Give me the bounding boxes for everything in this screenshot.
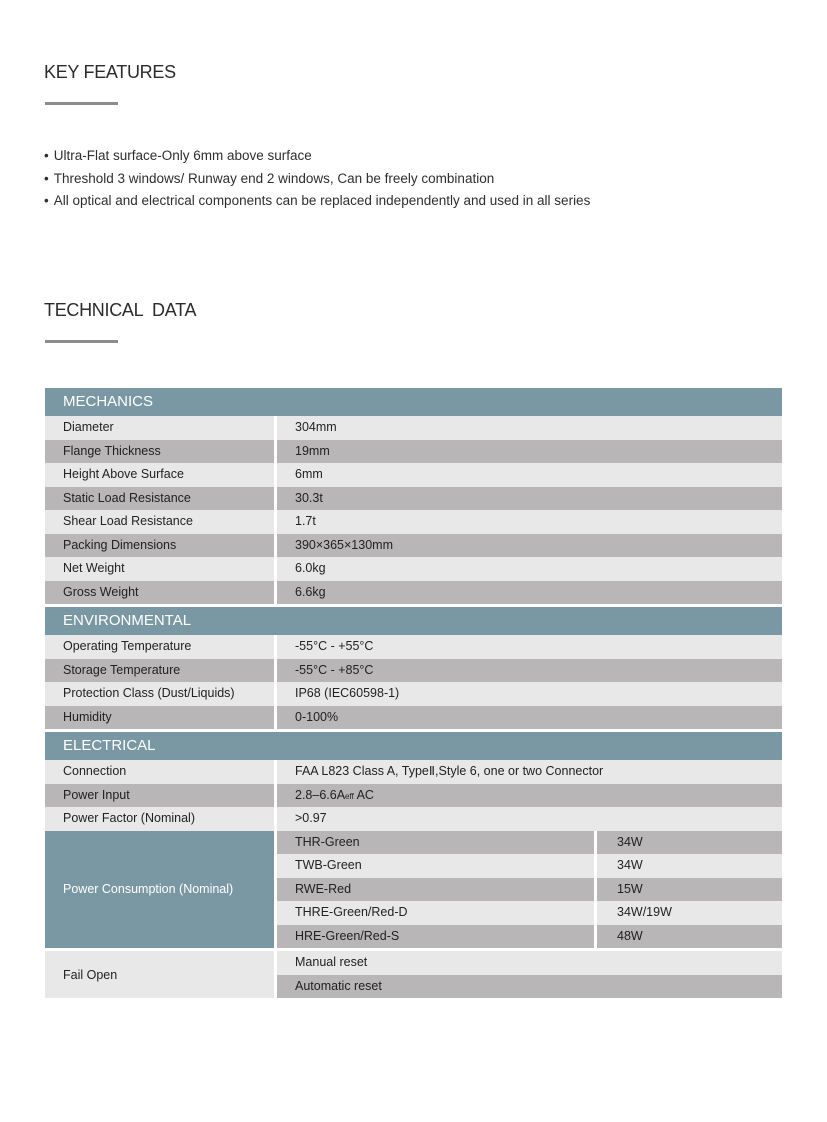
- fail-open-option: Manual reset: [277, 951, 782, 975]
- fail-open-label: Fail Open: [45, 951, 274, 998]
- table-row: [277, 925, 782, 949]
- row-label: Protection Class (Dust/Liquids): [45, 682, 274, 706]
- bullet-icon: •: [44, 193, 49, 208]
- row-value: -55°C - +55°C: [277, 635, 782, 659]
- table-row: [45, 487, 782, 511]
- table-row: [45, 581, 782, 605]
- table-row: [45, 659, 782, 683]
- power-cell: 48W: [597, 925, 782, 949]
- table-row: [277, 878, 782, 902]
- table-row: [277, 901, 782, 925]
- row-label: Shear Load Resistance: [45, 510, 274, 534]
- table-row: [45, 682, 782, 706]
- row-value: 19mm: [277, 440, 782, 464]
- row-value: 6.6kg: [277, 581, 782, 605]
- model-cell: RWE-Red: [277, 878, 594, 902]
- power-consumption-block: [45, 831, 782, 949]
- power-input-value: 2.8–6.6A: [295, 787, 346, 802]
- table-row: [45, 557, 782, 581]
- technical-data-table: [45, 388, 782, 998]
- row-value: >0.97: [277, 807, 782, 831]
- model-cell: THR-Green: [277, 831, 594, 855]
- fail-open-option: Automatic reset: [277, 975, 782, 999]
- key-features-rule: [45, 102, 118, 105]
- row-label: Net Weight: [45, 557, 274, 581]
- table-row: [277, 854, 782, 878]
- feature-text: Ultra-Flat surface-Only 6mm above surface: [53, 148, 312, 163]
- row-label: Operating Temperature: [45, 635, 274, 659]
- power-cell: 34W: [597, 854, 782, 878]
- power-cell: 34W/19W: [597, 901, 782, 925]
- power-input-suffix: AC: [353, 787, 374, 802]
- row-label: Power Factor (Nominal): [45, 807, 274, 831]
- row-value: IP68 (IEC60598-1): [277, 682, 782, 706]
- model-cell: HRE-Green/Red-S: [277, 925, 594, 949]
- table-row: [45, 635, 782, 659]
- row-label: Static Load Resistance: [45, 487, 274, 511]
- row-value: 390×365×130mm: [277, 534, 782, 558]
- row-value: FAA L823 Class A, TypeⅡ,Style 6, one or two Connector: [277, 760, 782, 784]
- row-label: Connection: [45, 760, 274, 784]
- row-label: Humidity: [45, 706, 274, 730]
- technical-data-rule: [45, 340, 118, 343]
- fail-open-block: [45, 951, 782, 998]
- key-features-list: [44, 145, 590, 213]
- row-value: 6.0kg: [277, 557, 782, 581]
- model-cell: TWB-Green: [277, 854, 594, 878]
- power-cell: 34W: [597, 831, 782, 855]
- row-value: 6mm: [277, 463, 782, 487]
- table-row: [45, 760, 782, 784]
- technical-data-title: TECHNICAL DATA: [44, 300, 197, 320]
- power-input-subscript: eff: [345, 791, 354, 801]
- power-cell: 15W: [597, 878, 782, 902]
- feature-text: Threshold 3 windows/ Runway end 2 windows, Can be freely combination: [53, 170, 495, 186]
- row-value: 0-100%: [277, 706, 782, 730]
- table-row: [45, 784, 782, 808]
- electrical-header: ELECTRICAL: [45, 732, 782, 760]
- row-value: [277, 784, 782, 808]
- list-item: [44, 145, 590, 168]
- table-row: [45, 807, 782, 831]
- table-row: [45, 463, 782, 487]
- row-label: Diameter: [45, 416, 274, 440]
- row-label: Storage Temperature: [45, 659, 274, 683]
- bullet-icon: •: [44, 148, 49, 163]
- table-row: [45, 416, 782, 440]
- row-value: -55°C - +85°C: [277, 659, 782, 683]
- row-value: 304mm: [277, 416, 782, 440]
- bullet-icon: •: [44, 170, 49, 186]
- key-features-title: KEY FEATURES: [44, 62, 176, 82]
- table-row: [45, 534, 782, 558]
- row-value: 1.7t: [277, 510, 782, 534]
- row-label: Height Above Surface: [45, 463, 274, 487]
- environmental-header: ENVIRONMENTAL: [45, 607, 782, 635]
- mechanics-header: MECHANICS: [45, 388, 782, 416]
- row-label: Flange Thickness: [45, 440, 274, 464]
- row-label: Power Input: [45, 784, 274, 808]
- list-item: [44, 168, 590, 191]
- table-row: [45, 440, 782, 464]
- power-consumption-label: Power Consumption (Nominal): [45, 831, 274, 949]
- table-row: [45, 706, 782, 730]
- model-cell: THRE-Green/Red-D: [277, 901, 594, 925]
- list-item: [44, 190, 590, 213]
- table-row: [277, 831, 782, 855]
- table-row: [45, 510, 782, 534]
- row-value: 30.3t: [277, 487, 782, 511]
- row-label: Gross Weight: [45, 581, 274, 605]
- row-label: Packing Dimensions: [45, 534, 274, 558]
- feature-text: All optical and electrical components can be replaced independently and used in all series: [53, 193, 591, 208]
